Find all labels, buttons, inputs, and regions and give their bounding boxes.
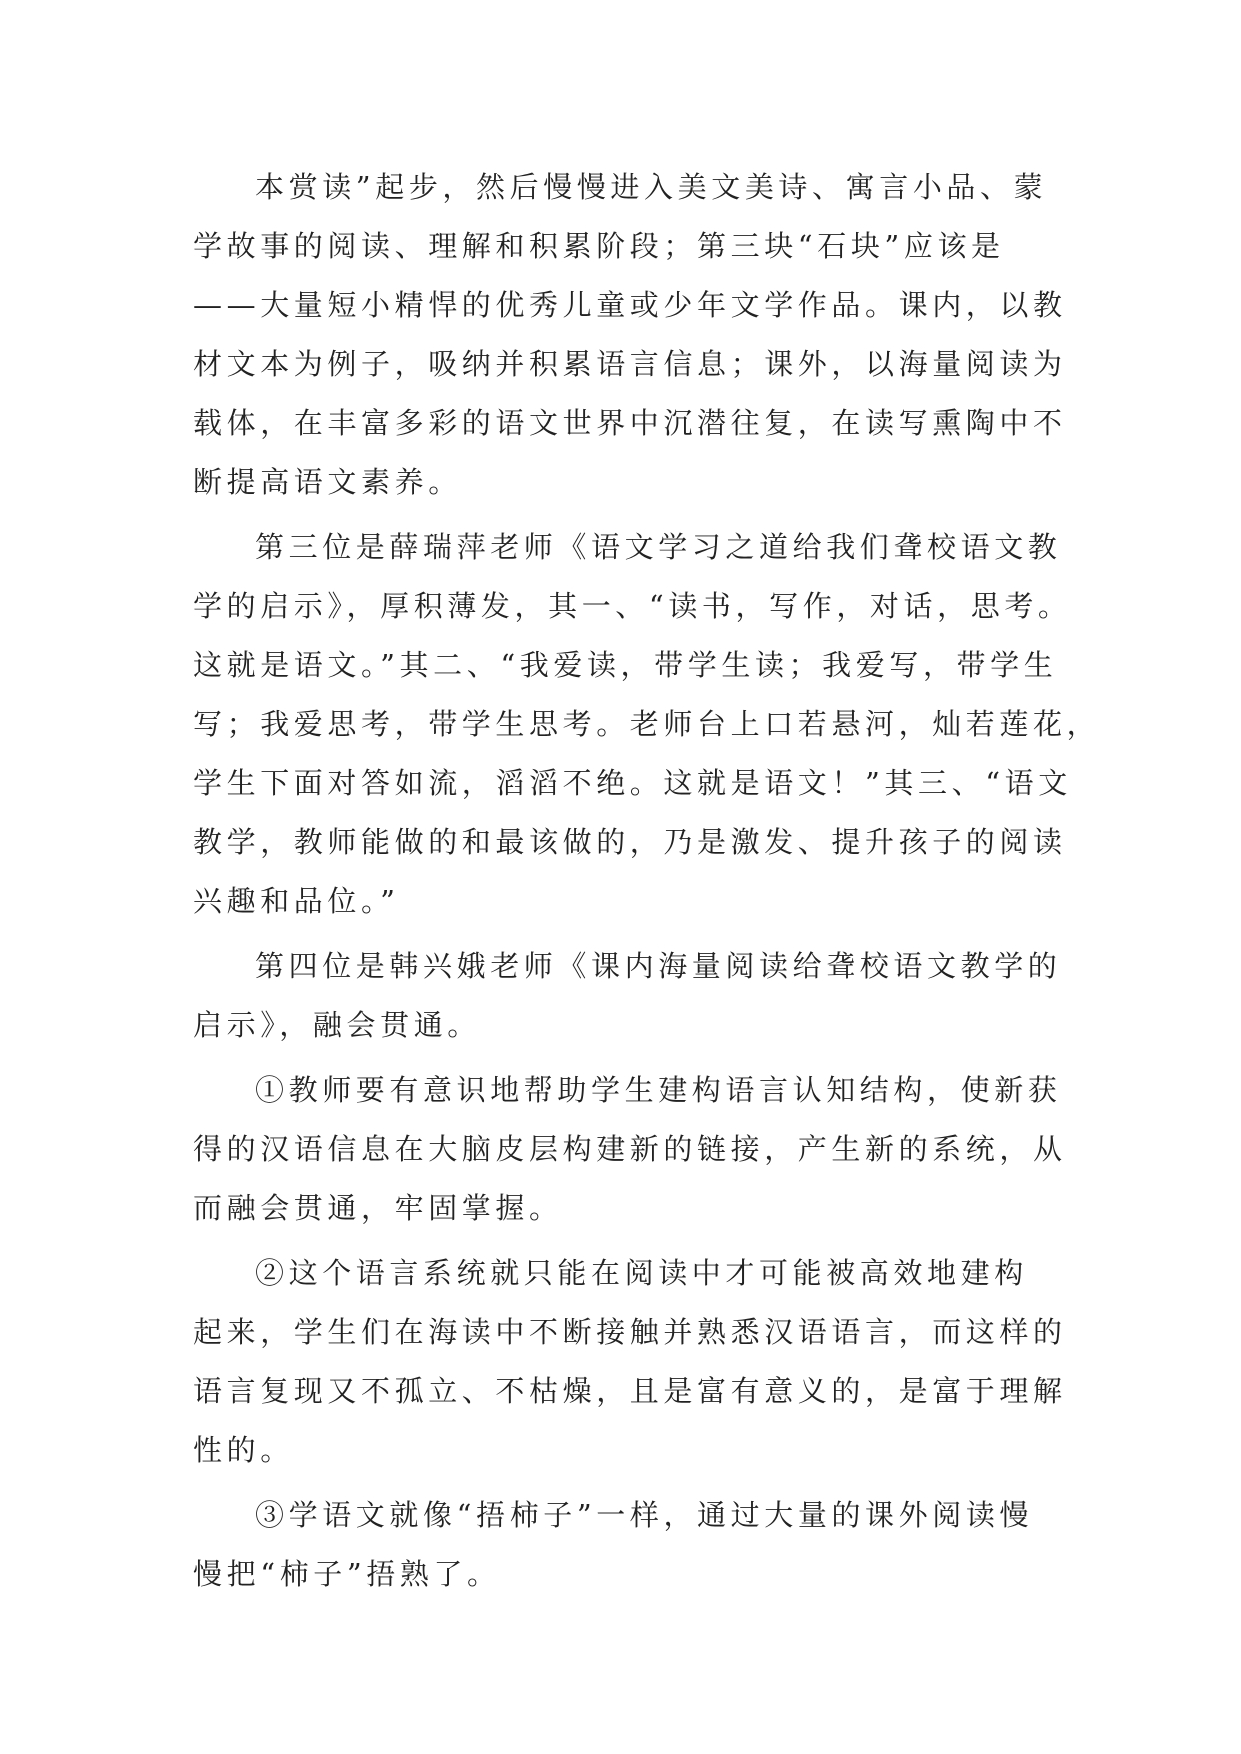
text-line: 语言复现又不孤立、不枯燥，且是富有意义的，是富于理解 bbox=[193, 1374, 1067, 1408]
text-line: 断提高语文素养。 bbox=[193, 465, 462, 499]
paragraph-fourth-speaker bbox=[193, 937, 1062, 1055]
document-body bbox=[193, 158, 1101, 1604]
text-line: 性的。 bbox=[193, 1433, 294, 1467]
text-line: 学生下面对答如流，滔滔不绝。这就是语文！”其三、“语文 bbox=[193, 766, 1072, 800]
text-line: 启示》，融会贯通。 bbox=[193, 1008, 481, 1042]
text-line: 学故事的阅读、理解和积累阶段；第三块“石块”应该是 bbox=[193, 229, 1005, 263]
paragraph-point-1 bbox=[193, 1061, 1067, 1238]
text-line: 本赏读”起步，然后慢慢进入美文美诗、寓言小品、蒙 bbox=[255, 170, 1048, 204]
text-line: ——大量短小精悍的优秀儿童或少年文学作品。课内，以教 bbox=[193, 288, 1067, 322]
text-line: 得的汉语信息在大脑皮层构建新的链接，产生新的系统，从 bbox=[193, 1132, 1067, 1166]
text-line: 兴趣和品位。” bbox=[193, 884, 400, 918]
text-line: 教学，教师能做的和最该做的，乃是激发、提升孩子的阅读 bbox=[193, 825, 1067, 859]
paragraph-continuation bbox=[193, 158, 1067, 512]
paragraph-third-speaker bbox=[193, 518, 1101, 931]
text-line: 材文本为例子，吸纳并积累语言信息；课外，以海量阅读为 bbox=[193, 347, 1067, 381]
text-line: ②这个语言系统就只能在阅读中才可能被高效地建构 bbox=[255, 1256, 1028, 1290]
paragraph-point-3 bbox=[193, 1486, 1053, 1604]
text-line: ③学语文就像“捂柿子”一样，通过大量的课外阅读慢 bbox=[255, 1498, 1034, 1532]
text-line: 这就是语文。”其二、“我爱读，带学生读；我爱写，带学生 bbox=[193, 648, 1058, 682]
text-line: 而融会贯通，牢固掌握。 bbox=[193, 1191, 563, 1225]
text-line: 慢把“柿子”捂熟了。 bbox=[193, 1557, 501, 1591]
paragraph-point-2 bbox=[193, 1244, 1067, 1480]
text-line: 第三位是薛瑞萍老师《语文学习之道给我们聋校语文教 bbox=[255, 530, 1062, 564]
text-line: ①教师要有意识地帮助学生建构语言认知结构，使新获 bbox=[255, 1073, 1062, 1107]
text-line: 第四位是韩兴娥老师《课内海量阅读给聋校语文教学的 bbox=[255, 949, 1062, 983]
text-line: 起来，学生们在海读中不断接触并熟悉汉语语言，而这样的 bbox=[193, 1315, 1067, 1349]
text-line: 载体，在丰富多彩的语文世界中沉潜往复，在读写熏陶中不 bbox=[193, 406, 1067, 440]
text-line: 写；我爱思考，带学生思考。老师台上口若悬河，灿若莲花， bbox=[193, 707, 1101, 741]
text-line: 学的启示》，厚积薄发，其一、“读书，写作，对话，思考。 bbox=[193, 589, 1072, 623]
